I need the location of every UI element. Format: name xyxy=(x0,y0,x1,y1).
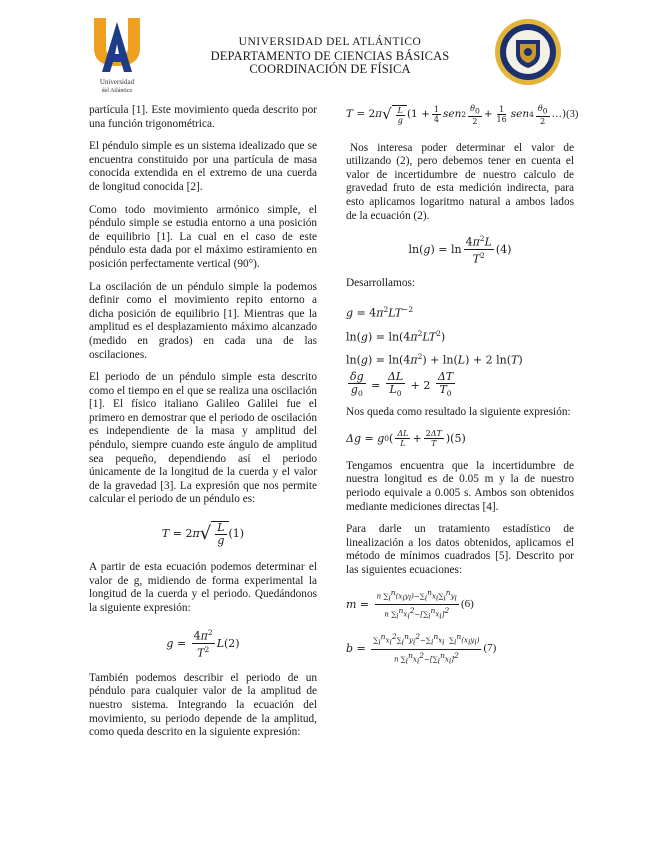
paragraph: Para darle un tratamiento estadístico de linealización a los datos obtenidos, aplicamos el método de mínimos cuadrados [5]. Descrito por las siguientes ecuaciones: xyxy=(346,523,574,576)
paragraph: La oscilación de un péndulo simple la podemos definir como el movimiento repito entorno a dicha posición de equilibrio [1]. Mientras que la amplitud es el desplazamiento máximo alcanzado (medido en grados) en cada una de las oscilaciones. xyxy=(89,280,317,361)
paragraph: Desarrollamos: xyxy=(346,277,416,290)
equation-tag: (6) xyxy=(460,597,474,610)
seal-icon xyxy=(494,18,562,86)
paragraph: También podemos describir el periodo de un péndulo para cualquier valor de la amplitud de nuestro sistema. Integrando la ecuación del movimiento, su periodo depende de la amplitud, como queda descrito en la siguiente expresión: xyxy=(89,671,317,739)
page-header xyxy=(0,0,655,100)
paragraph: Nos queda como resultado la siguiente expresión: xyxy=(346,406,571,419)
paragraph: El periodo de un péndulo simple esta descrito como el tiempo en el que se realiza una oscilación [1]. El físico italiano Galileo Galilei fue el primero en demostrar que el periodo de oscilación es independiente de la masa y amplitud del péndulo, siempre cuando este ángulo de amplitud sea pequeño, dependiendo así el periodo únicamente de la longitud de la cuerda y el valor de la gravedad [3]. La expresión que nos permite calcular el periodo de un péndulo es: xyxy=(89,371,317,506)
equation-7: b = $\frac{\text{∑inxi2∑inyi2−∑inxi ∑in(xiyi)}}{\text{n ∑inxi2−[∑inxi]2}}$ (7) xyxy=(346,632,497,666)
equation-1: T = 2 π √ $\frac{L}{g}$ (1) xyxy=(161,521,245,548)
derivation-line: $g = 4\pi^2LT^{-2}$ xyxy=(346,305,414,320)
university-logo-icon xyxy=(88,14,146,96)
equation-tag: (5) xyxy=(450,431,466,445)
paragraph: Tengamos encuentra que la incertidumbre de nuestra longitud es de 0.05 m y la de nuestro periodo equivale a 0.005 s. Ambos son obtenidos mediante mediciones directas [4]. xyxy=(346,459,574,513)
equation-5: Δg = g 0 ( $\frac{\Delta L}{L}$ + $\frac{2\Delta T}{T}$ ) (5) xyxy=(346,428,466,448)
paragraph: Como todo movimiento armónico simple, el péndulo simple se estudia entorno a una posición de equilibrio [1]. La cual en el caso de este péndulo esta dada por el máximo estiramiento en posición perfectamente vertical (90°). xyxy=(89,203,317,270)
derivation-line: $\ln(g) = \ln(4\pi^2LT^2)$ xyxy=(346,328,446,344)
equation-2: g = $\frac{4\pi^2}{T^2}$ L (2) xyxy=(166,628,240,660)
right-column xyxy=(346,104,579,675)
logo-caption-2: del Atlántico xyxy=(101,88,133,94)
equation-tag: (2) xyxy=(224,636,240,650)
equation-tag: (4) xyxy=(495,242,512,256)
paragraph: Nos interesa poder determinar el valor de utilizando (2), pero debemos tener en cuenta el valor de incertidumbre de nuestro calculo de gravedad fruto de esta medición indirecta, para esto aplicamos logaritmo natural a ambos lados de la ecuación (2). xyxy=(346,141,574,222)
derivation-line: $\ln(g) = \ln(4\pi^2) + \ln(L) + 2$ ln(T) xyxy=(346,352,523,368)
equation-tag: (7) xyxy=(483,642,497,655)
derivation-line: $\frac{\delta g}{g_0}$ = $\frac{\Delta L}{L_0}$ + 2 $\frac{\Delta T}{T_0}$ xyxy=(350,370,454,399)
header-department: DEPARTAMENTO DE CIENCIAS BÁSICAS xyxy=(210,48,450,63)
equation-tag: (3) xyxy=(566,109,579,120)
paragraph: El péndulo simple es un sistema idealizado que se encuentra constituido por una partícula de masa conocida extendida en el extremo de una cuerda de longitud conocida [2]. xyxy=(89,140,317,193)
equation-6: m = $\frac{\text{n ∑in(xiyi)−∑inxi∑inyi}}{\text{n ∑inxi2−[∑inxi]2}}$ (6) xyxy=(346,587,474,621)
header-university: UNIVERSIDAD DEL ATLÁNTICO xyxy=(238,36,422,48)
equation-3: T = 2 π √ $\frac{L}{g}$ (1 + $\frac{1}{4}$ sen 2 $\frac{\theta 0}{2}$ + $\frac{1}{16}$ sen 4 $\frac{\theta 0}{2}$ …) (3) xyxy=(346,104,579,126)
left-column xyxy=(89,104,317,749)
header-titles xyxy=(180,36,480,77)
derivation-lines xyxy=(346,300,574,400)
paragraph: A partir de esta ecuación podemos determinar el valor de g, midiendo de forma experimental la longitud de la cuerda y el periodo. Quedándonos la siguiente expresión: xyxy=(89,561,317,614)
paragraph: partícula [1]. Este movimiento queda descrito por una función trigonométrica. xyxy=(89,104,317,130)
equation-tag: (1) xyxy=(228,527,245,541)
logo-caption-1: Universidad xyxy=(99,78,135,86)
header-coordination: COORDINACIÓN DE FÍSICA xyxy=(249,62,411,76)
equation-4: ln( g ) = ln $\frac{4\pi^2L}{T^2}$ (4) xyxy=(408,234,512,266)
